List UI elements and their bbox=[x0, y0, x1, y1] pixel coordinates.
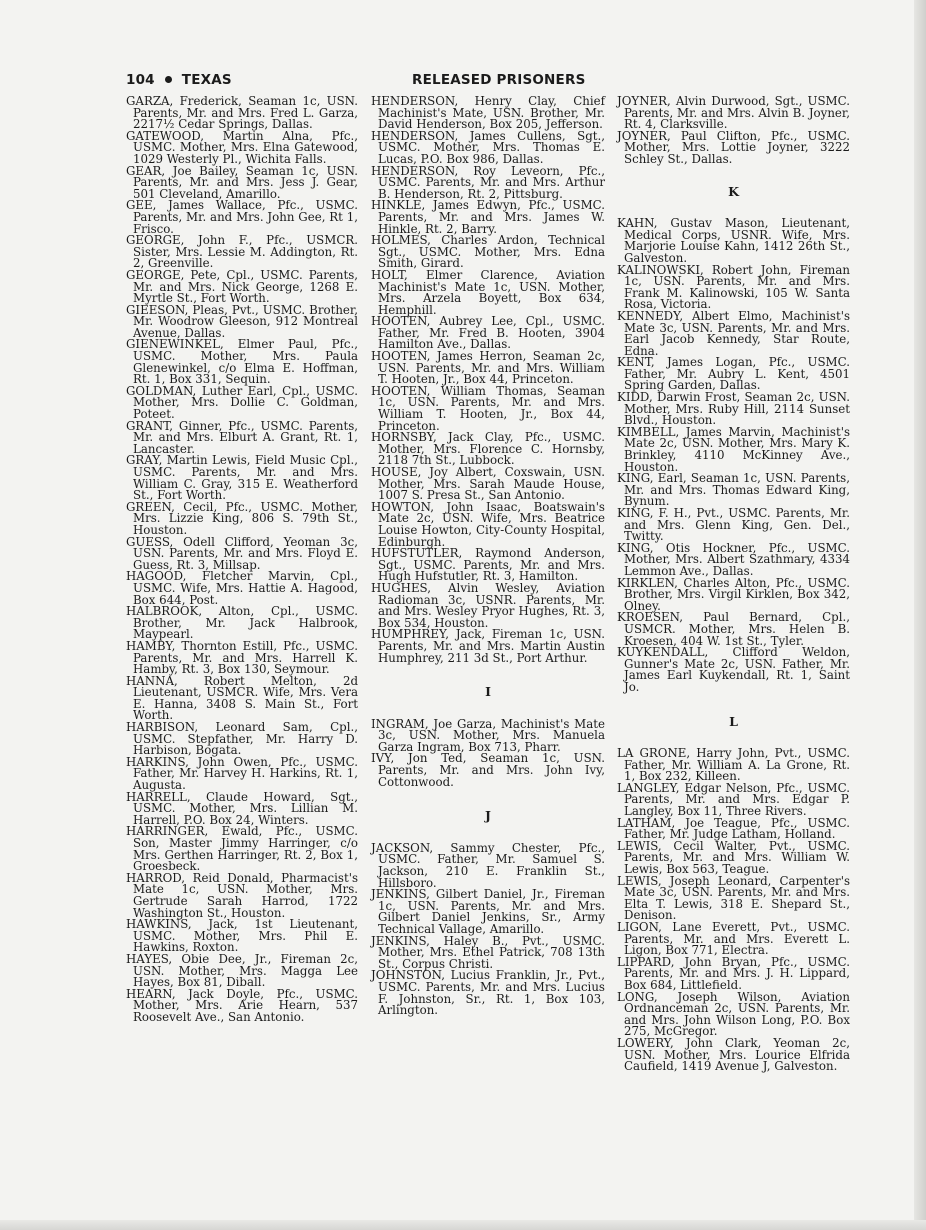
prisoner-entry: HARROD, Reid Donald, Pharmacist's Mate 1c, USN. Mother, Mrs. Gertrude Sarah Harrod, 1722 Washington St., Houston. bbox=[126, 870, 358, 920]
column-3 bbox=[617, 96, 850, 1073]
prisoner-entry: HOWTON, John Isaac, Boatswain's Mate 2c, USN. Wife, Mrs. Beatrice Louise Howton, City-County Hospital, Edinburgh. bbox=[371, 499, 605, 549]
prisoner-entry: GOLDMAN, Luther Earl, Cpl., USMC. Mother, Mrs. Dollie C. Goldman, Poteet. bbox=[126, 383, 358, 422]
prisoner-entry: KENNEDY, Albert Elmo, Machinist's Mate 3c, USN. Parents, Mr. and Mrs. Earl Jacob Kennedy, Star Route, Edna. bbox=[617, 308, 850, 358]
page-header bbox=[126, 72, 851, 92]
prisoner-entry: KING, Otis Hockner, Pfc., USMC. Mother, Mrs. Albert Szathmary, 4334 Lemmon Ave., Dallas. bbox=[617, 540, 850, 578]
prisoner-entry: HOOTEN, Aubrey Lee, Cpl., USMC. Father, Mr. Fred B. Hooten, 3904 Hamilton Ave., Dallas. bbox=[371, 314, 605, 352]
prisoner-entry: KIRKLEN, Charles Alton, Pfc., USMC. Brother, Mrs. Virgil Kirklen, Box 342, Olney. bbox=[617, 575, 850, 613]
prisoner-entry: HENDERSON, Roy Leveorn, Pfc., USMC. Parents, Mr. and Mrs. Arthur B. Henderson, Rt. 2, Pittsburg. bbox=[371, 163, 605, 201]
prisoner-entry: LANGLEY, Edgar Nelson, Pfc., USMC. Parents, Mr. and Mrs. Edgar P. Langley, Box 11, Three Rivers. bbox=[617, 780, 850, 819]
prisoner-entry: GEE, James Wallace, Pfc., USMC. Parents, Mr. and Mrs. John Gee, Rt 1, Frisco. bbox=[126, 198, 358, 236]
prisoner-entry: GRAY, Martin Lewis, Field Music Cpl., USMC. Parents, Mr. and Mrs. William C. Gray, 315 E. Weatherford St., Fort Worth. bbox=[126, 453, 358, 503]
prisoner-entry: GIENEWINKEL, Elmer Paul, Pfc., USMC. Mother, Mrs. Paula Glenewinkel, c/o Elma E. Hoffman, Rt. 1, Box 331, Sequin. bbox=[126, 337, 358, 387]
prisoner-entry: GIEESON, Pleas, Pvt., USMC. Brother, Mr. Woodrow Gleeson, 912 Montreal Avenue, Dallas. bbox=[126, 302, 358, 340]
section-letter-heading: L bbox=[729, 713, 738, 729]
prisoner-entry: HUFSTUTLER, Raymond Anderson, Sgt., USMC. Parents, Mr. and Mrs. Hugh Hufstutler, Rt. 3, Hamilton. bbox=[371, 546, 605, 584]
prisoner-entry: HARBISON, Leonard Sam, Cpl., USMC. Stepfather, Mr. Harry D. Harbison, Bogata. bbox=[126, 720, 358, 758]
prisoner-entry: HOUSE, Joy Albert, Coxswain, USN. Mother, Mrs. Sarah Maude House, 1007 S. Presa St., San Antonio. bbox=[371, 465, 605, 503]
prisoner-entry: LOWERY, John Clark, Yeoman 2c, USN. Mother, Mrs. Lourice Elfrida Caufield, 1419 Avenue J, Galveston. bbox=[617, 1035, 850, 1074]
prisoner-entry: HARKINS, John Owen, Pfc., USMC. Father, Mr. Harvey H. Harkins, Rt. 1, Augusta. bbox=[126, 754, 358, 793]
section-letter-heading: J bbox=[485, 808, 491, 824]
prisoner-entry: GATEWOOD, Martin Alna, Pfc., USMC. Mother, Mrs. Elna Gatewood, 1029 Westerly Pl., Wichita Falls. bbox=[126, 128, 358, 166]
prisoner-entry: HENDERSON, James Cullens, Sgt., USMC. Mother, Mrs. Thomas E. Lucas, P.O. Box 986, Dallas. bbox=[371, 128, 605, 166]
prisoner-entry: HAMBY, Thornton Estill, Pfc., USMC. Parents, Mr. and Mrs. Harrell K. Hamby, Rt. 3, Box 130, Seymour. bbox=[126, 638, 358, 677]
section-letter-heading: K bbox=[728, 183, 739, 199]
prisoner-entry: LONG, Joseph Wilson, Aviation Ordnanceman 2c, USN. Parents, Mr. and Mrs. John Wilson Long, P.O. Box 275, McGregor. bbox=[617, 989, 850, 1039]
prisoner-entry: JENKINS, Gilbert Daniel, Jr., Fireman 1c, USN. Parents, Mr. and Mrs. Gilbert Daniel Jenkins, Sr., Army Technical Vallage, Amarillo. bbox=[371, 887, 605, 936]
prisoner-entry: HAYES, Obie Dee, Jr., Fireman 2c, USN. Mother, Mrs. Magga Lee Hayes, Box 81, Diball. bbox=[126, 951, 358, 990]
bullet-icon bbox=[165, 76, 172, 83]
prisoner-entry: HOOTEN, James Herron, Seaman 2c, USN. Parents, Mr. and Mrs. William T. Hooten, Jr., Box 44, Princeton. bbox=[371, 349, 605, 387]
prisoner-entry: HANNA, Robert Melton, 2d Lieutenant, USMCR. Wife, Mrs. Vera E. Hanna, 3408 S. Main St., Fort Worth. bbox=[126, 673, 358, 723]
column-2 bbox=[371, 96, 605, 1017]
prisoner-entry: KING, Earl, Seaman 1c, USN. Parents, Mr. and Mrs. Thomas Edward King, Bynum. bbox=[617, 471, 850, 509]
prisoner-entry: JACKSON, Sammy Chester, Pfc., USMC. Father, Mr. Samuel S. Jackson, 210 E. Franklin St., Hillsboro. bbox=[371, 840, 605, 890]
prisoner-entry: LA GRONE, Harry John, Pvt., USMC. Father, Mr. William A. La Grone, Rt. 1, Box 232, Killeen. bbox=[617, 746, 850, 784]
prisoner-entry: LIPPARD, John Bryan, Pfc., USMC. Parents, Mr. and Mrs. J. H. Lippard, Box 684, Littlefield. bbox=[617, 954, 850, 992]
scan-edge-bottom bbox=[0, 1220, 926, 1230]
prisoner-entry: JOYNER, Alvin Durwood, Sgt., USMC. Parents, Mr. and Mrs. Alvin B. Joyner, Rt. 4, Clarksville. bbox=[617, 94, 850, 132]
prisoner-entry: GUESS, Odell Clifford, Yeoman 3c, USN. Parents, Mr. and Mrs. Floyd E. Guess, Rt. 3, Millsap. bbox=[126, 534, 358, 572]
prisoner-entry: KING, F. H., Pvt., USMC. Parents, Mr. and Mrs. Glenn King, Gen. Del., Twitty. bbox=[617, 506, 850, 544]
prisoner-entry: HAGOOD, Fletcher Marvin, Cpl., USMC. Wife, Mrs. Hattie A. Hagood, Box 644, Post. bbox=[126, 569, 358, 607]
prisoner-entry: HINKLE, James Edwyn, Pfc., USMC. Parents, Mr. and Mrs. James W. Hinkle, Rt. 2, Barry. bbox=[371, 198, 605, 236]
prisoner-entry: JOHNSTON, Lucius Franklin, Jr., Pvt., USMC. Parents, Mr. and Mrs. Lucius F. Johnston, Sr., Rt. 1, Box 103, Arlington. bbox=[371, 968, 605, 1018]
prisoner-entry: KROESEN, Paul Bernard, Cpl., USMCR. Mother, Mrs. Helen B. Kroesen, 404 W. 1st St., Tyler. bbox=[617, 610, 850, 648]
prisoner-entry: HALBROOK, Alton, Cpl., USMC. Brother, Mr. Jack Halbrook, Maypearl. bbox=[126, 604, 358, 642]
prisoner-entry: KAHN, Gustav Mason, Lieutenant, Medical Corps, USNR. Wife, Mrs. Marjorie Louise Kahn, 1412 26th St., Galveston. bbox=[617, 216, 850, 265]
prisoner-entry: INGRAM, Joe Garza, Machinist's Mate 3c, USN. Mother, Mrs. Manuela Garza Ingram, Box 713, Pharr. bbox=[371, 716, 605, 754]
prisoner-entry: GRANT, Ginner, Pfc., USMC. Parents, Mr. and Mrs. Elburt A. Grant, Rt. 1, Lancaster. bbox=[126, 418, 358, 456]
prisoner-entry: GEORGE, Pete, Cpl., USMC. Parents, Mr. and Mrs. Nick George, 1268 E. Myrtle St., Fort Worth. bbox=[126, 267, 358, 306]
prisoner-entry: KUYKENDALL, Clifford Weldon, Gunner's Mate 2c, USN. Father, Mr. James Earl Kuykendall, Rt. 1, Saint Jo. bbox=[617, 645, 850, 694]
prisoner-entry: HARRELL, Claude Howard, Sgt., USMC. Mother, Mrs. Lillian M. Harrell, P.O. Box 24, Winters. bbox=[126, 789, 358, 827]
state-name: TEXAS bbox=[181, 72, 232, 88]
prisoner-entry: LATHAM, Joe Teague, Pfc., USMC. Father, Mr. Judge Latham, Holland. bbox=[617, 815, 850, 842]
prisoner-entry: HORNSBY, Jack Clay, Pfc., USMC. Mother, Mrs. Florence C. Hornsby, 2118 7th St., Lubbock. bbox=[371, 430, 605, 468]
page-number: 104 bbox=[126, 72, 155, 88]
page-title: RELEASED PRISONERS bbox=[412, 72, 586, 88]
prisoner-entry: HOLMES, Charles Ardon, Technical Sgt., USMC. Mother, Mrs. Edna Smith, Girard. bbox=[371, 233, 605, 271]
page-header-left bbox=[126, 72, 232, 88]
prisoner-entry: HENDERSON, Henry Clay, Chief Machinist's Mate, USN. Brother, Mr. David Henderson, Box 205, Jefferson. bbox=[371, 94, 605, 132]
prisoner-entry: LEWIS, Joseph Leonard, Carpenter's Mate 3c, USN. Parents, Mr. and Mrs. Elta T. Lewis, 318 E. Shepard St., Denison. bbox=[617, 873, 850, 923]
prisoner-entry: HOLT, Elmer Clarence, Aviation Machinist's Mate 1c, USN. Mother, Mrs. Arzela Boyett, Box 634, Hemphill. bbox=[371, 267, 605, 317]
prisoner-entry: JOYNER, Paul Clifton, Pfc., USMC. Mother, Mrs. Lottie Joyner, 3222 Schley St., Dallas. bbox=[617, 128, 850, 166]
prisoner-entry: HARRINGER, Ewald, Pfc., USMC. Son, Master Jimmy Harringer, c/o Mrs. Gerthen Harringer, Rt. 2, Box 1, Groesbeck. bbox=[126, 824, 358, 874]
prisoner-entry: HUGHES, Alvin Wesley, Aviation Radioman 3c, USNR. Parents, Mr. and Mrs. Wesley Pryor Hughes, Rt. 3, Box 534, Houston. bbox=[371, 580, 605, 630]
prisoner-entry: GEAR, Joe Bailey, Seaman 1c, USN. Parents, Mr. and Mrs. Jess J. Gear, 501 Cleveland, Amarillo. bbox=[126, 163, 358, 201]
scan-edge-right bbox=[914, 0, 926, 1230]
prisoner-entry: KENT, James Logan, Pfc., USMC. Father, Mr. Aubry L. Kent, 4501 Spring Garden, Dallas. bbox=[617, 355, 850, 393]
prisoner-entry: GEORGE, John F., Pfc., USMCR. Sister, Mrs. Lessie M. Addington, Rt. 2, Greenville. bbox=[126, 233, 358, 271]
prisoner-entry: KIDD, Darwin Frost, Seaman 2c, USN. Mother, Mrs. Ruby Hill, 2114 Sunset Blvd., Houston. bbox=[617, 390, 850, 428]
prisoner-entry: HAWKINS, Jack, 1st Lieutenant, USMC. Mother, Mrs. Phil E. Hawkins, Roxton. bbox=[126, 917, 358, 955]
section-letter-heading: I bbox=[485, 684, 491, 700]
prisoner-entry: GARZA, Frederick, Seaman 1c, USN. Parents, Mr. and Mrs. Fred L. Garza, 2217½ Cedar Springs, Dallas. bbox=[126, 94, 358, 132]
prisoner-entry: HOOTEN, William Thomas, Seaman 1c, USN. Parents, Mr. and Mrs. William T. Hooten, Jr., Box 44, Princeton. bbox=[371, 383, 605, 433]
prisoner-entry: IVY, Jon Ted, Seaman 1c, USN. Parents, Mr. and Mrs. John Ivy, Cottonwood. bbox=[371, 751, 605, 789]
prisoner-entry: LIGON, Lane Everett, Pvt., USMC. Parents, Mr. and Mrs. Everett L. Ligon, Box 771, Electra. bbox=[617, 920, 850, 958]
column-1 bbox=[126, 96, 358, 1024]
prisoner-entry: KALINOWSKI, Robert John, Fireman 1c, USN. Parents, Mr. and Mrs. Frank M. Kalinowski, 105 W. Santa Rosa, Victoria. bbox=[617, 262, 850, 312]
prisoner-entry: GREEN, Cecil, Pfc., USMC. Mother, Mrs. Lizzie King, 806 S. 79th St., Houston. bbox=[126, 499, 358, 537]
prisoner-entry: KIMBELL, James Marvin, Machinist's Mate 2c, USN. Mother, Mrs. Mary K. Brinkley, 4110 McKinney Ave., Houston. bbox=[617, 424, 850, 474]
prisoner-entry: JENKINS, Haley B., Pvt., USMC. Mother, Mrs. Ethel Patrick, 708 13th St., Corpus Christi. bbox=[371, 933, 605, 971]
prisoner-entry: HUMPHREY, Jack, Fireman 1c, USN. Parents, Mr. and Mrs. Martin Austin Humphrey, 211 3d St., Port Arthur. bbox=[371, 627, 605, 665]
prisoner-entry: LEWIS, Cecil Walter, Pvt., USMC. Parents, Mr. and Mrs. William W. Lewis, Box 563, Teague. bbox=[617, 838, 850, 877]
prisoner-entry: HEARN, Jack Doyle, Pfc., USMC. Mother, Mrs. Arie Hearn, 537 Roosevelt Ave., San Antonio. bbox=[126, 986, 358, 1024]
